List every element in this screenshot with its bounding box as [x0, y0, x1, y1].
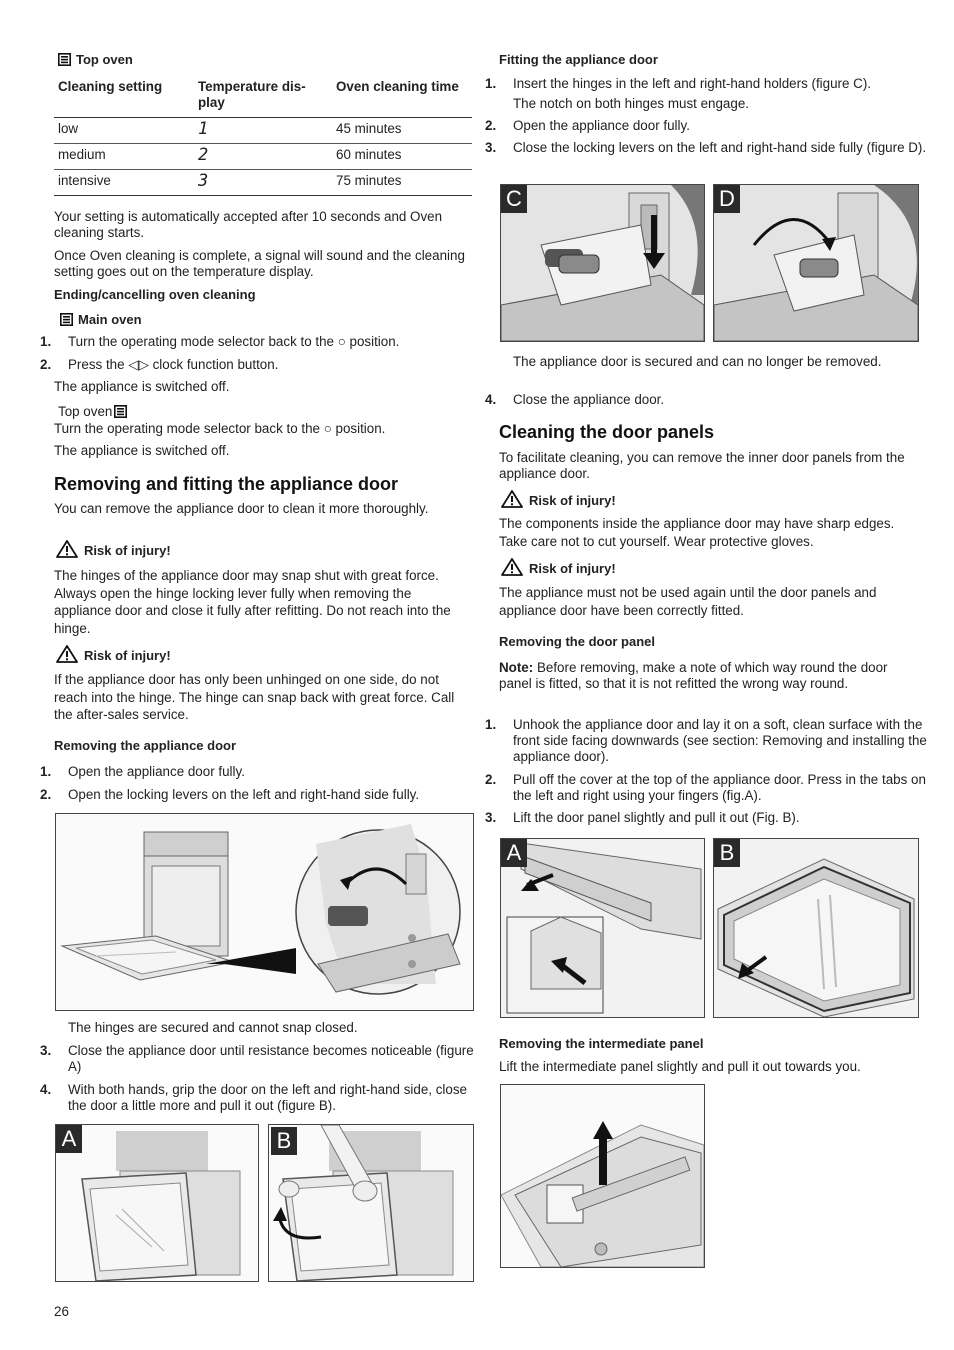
removing-door-heading: Removing the appliance door — [54, 738, 237, 753]
figure-label: A — [56, 1125, 82, 1153]
display-digit: 2 — [198, 145, 209, 165]
door-panels-intro: To facilitate cleaning, you can remove the inner door panels from the appliance door. — [499, 450, 905, 481]
step-item: 1. Unhook the appliance door and lay it on a soft, clean surface with the front side facing downwards (see section: Removing and installing the appliance door). — [485, 717, 927, 764]
step-item: 2. Open the appliance door fully. — [485, 118, 690, 133]
cell-setting: intensive — [54, 170, 194, 196]
figure-label: D — [714, 185, 740, 213]
warning-text: The components inside the appliance door may have sharp edges. Take care not to cut yourself. Wear protective gloves. — [499, 516, 895, 549]
door-removal-illustration — [269, 1125, 473, 1281]
intermediate-panel-illustration — [501, 1085, 704, 1267]
warning-text: The appliance must not be used again until the door panels and appliance door have been correctly fitted. — [499, 585, 877, 618]
warning-title: Risk of injury! — [501, 558, 616, 577]
cell-setting: low — [54, 118, 194, 144]
intermediate-panel-figure — [500, 1084, 705, 1268]
step-item: 4. With both hands, grip the door on the left and right-hand side, close the door a little more and pull it out (figure B). — [40, 1082, 467, 1113]
step-item: 3. Close the appliance door until resistance becomes noticeable (figure A) — [40, 1043, 474, 1074]
step-item: 2. Open the locking levers on the left and right-hand side fully. — [40, 787, 420, 802]
hinge-lever-illustration — [56, 814, 473, 1010]
removing-panel-heading: Removing the door panel — [499, 634, 656, 649]
figure-c — [500, 184, 705, 342]
cell-display — [194, 170, 332, 196]
step-item: 1. Open the appliance door fully. — [40, 764, 245, 779]
cell-display — [194, 118, 332, 144]
intermediate-text: Lift the intermediate panel slightly and pull it out towards you. — [499, 1059, 861, 1074]
figure-d — [713, 184, 919, 342]
hinges-note: The hinges are secured and cannot snap closed. — [68, 1020, 358, 1035]
hinge-insert-illustration — [501, 185, 704, 341]
removing-intro: You can remove the appliance door to clean it more thoroughly. — [54, 501, 429, 516]
figure-label: C — [501, 185, 527, 213]
column-header: Cleaning setting — [54, 76, 194, 118]
step-item: 2. Press the ◁▷ clock function button. — [40, 357, 279, 372]
top-oven-label: Top oven — [58, 404, 132, 420]
cell-display — [194, 144, 332, 170]
warning-text: The hinges of the appliance door may snap shut with great force. Always open the hinge locking lever fully when removing the appliance door and close it fully after refitting. Do not reach into the hinge. — [54, 568, 451, 636]
warning-icon — [501, 490, 523, 508]
display-digit: 3 — [198, 171, 209, 191]
warning-title: Risk of injury! — [56, 540, 171, 559]
table-row — [54, 144, 472, 170]
table-header-row — [54, 76, 472, 118]
warning-title: Risk of injury! — [56, 645, 171, 664]
figure-label: A — [501, 839, 527, 867]
switched-off-text: The appliance is switched off. — [54, 443, 230, 458]
top-oven-step: Turn the operating mode selector back to the ○ position. — [54, 421, 386, 436]
ending-heading: Ending/cancelling oven cleaning — [54, 287, 256, 302]
figure-a — [500, 838, 705, 1018]
warning-title: Risk of injury! — [501, 490, 616, 509]
column-header: Temperature dis-play — [194, 76, 332, 118]
switched-off-text: The appliance is switched off. — [54, 379, 230, 394]
step-item: 1. Turn the operating mode selector back to the ○ position. — [40, 334, 400, 349]
step-item: 2. Pull off the cover at the top of the appliance door. Press in the tabs on the left and right using your fingers (fig.A). — [485, 772, 926, 803]
table-row — [54, 118, 472, 144]
warning-icon — [56, 645, 78, 663]
auto-accept-text: Your setting is automatically accepted after 10 seconds and Oven cleaning starts. — [54, 209, 443, 240]
lever-close-illustration — [714, 185, 918, 341]
cleaning-complete-text: Once Oven cleaning is complete, a signal will sound and the cleaning setting goes out on the temperature display. — [54, 248, 465, 279]
hinge-lever-figure — [55, 813, 474, 1011]
fitting-heading: Fitting the appliance door — [499, 52, 658, 67]
step-item: 3. Lift the door panel slightly and pull it out (Fig. B). — [485, 810, 800, 825]
intermediate-heading: Removing the intermediate panel — [499, 1036, 704, 1051]
figure-b — [268, 1124, 474, 1282]
cell-time: 45 minutes — [332, 118, 472, 144]
table-row — [54, 170, 472, 196]
figure-b — [713, 838, 919, 1018]
figure-label: B — [271, 1127, 297, 1155]
step-item: 4. Close the appliance door. — [485, 392, 665, 407]
removing-fitting-heading: Removing and fitting the appliance door — [54, 474, 399, 494]
door-panels-heading: Cleaning the door panels — [499, 422, 715, 442]
figure-label: B — [714, 839, 740, 867]
top-oven-heading: Top oven — [58, 52, 133, 68]
cover-removal-illustration — [501, 839, 704, 1017]
oven-icon — [58, 53, 71, 66]
cell-time: 60 minutes — [332, 144, 472, 170]
step-item: 1. Insert the hinges in the left and right-hand holders (figure C). — [485, 76, 872, 91]
note-text: Note: Before removing, make a note of which way round the door panel is fitted, so that it is not refitted the wrong way round. — [499, 660, 888, 691]
oven-icon — [60, 313, 73, 326]
page-number: 26 — [54, 1304, 69, 1319]
warning-icon — [56, 540, 78, 558]
door-closing-illustration — [56, 1125, 258, 1281]
step-item: 3. Close the locking levers on the left and right-hand side fully (figure D). — [485, 140, 927, 155]
display-digit: 1 — [198, 119, 209, 139]
warning-icon — [501, 558, 523, 576]
warning-text: If the appliance door has only been unhinged on one side, do not reach into the hinge. The hinge can snap back with great force. Call the after-sales service. — [54, 672, 455, 723]
oven-icon — [114, 405, 127, 418]
column-header: Oven cleaning time — [332, 76, 472, 118]
notch-note: The notch on both hinges must engage. — [513, 96, 749, 111]
cell-time: 75 minutes — [332, 170, 472, 196]
panel-removal-illustration — [714, 839, 918, 1017]
cleaning-settings-table — [54, 76, 472, 196]
figure-a — [55, 1124, 259, 1282]
main-oven-label: Main oven — [60, 312, 142, 328]
secured-note: The appliance door is secured and can no longer be removed. — [513, 354, 882, 369]
cell-setting: medium — [54, 144, 194, 170]
